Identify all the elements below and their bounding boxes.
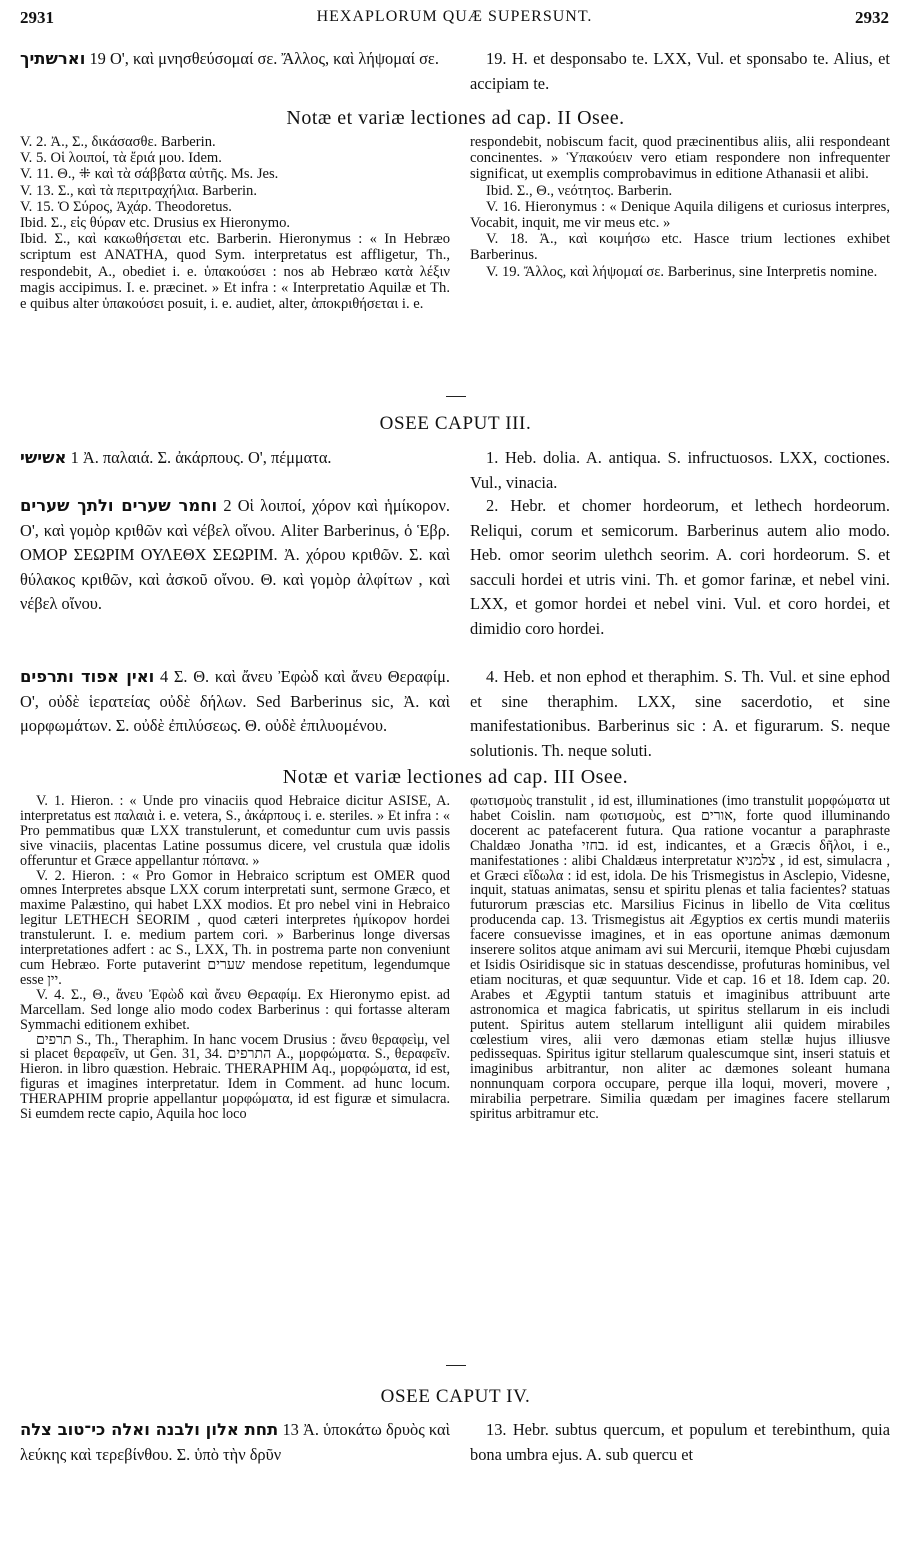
top-entry-right [470, 47, 890, 96]
running-header [20, 8, 889, 32]
note-line: V. 5. Οἱ λοιποί, τὰ ἔριά μου. Idem. [20, 150, 222, 167]
notes-ii-right [470, 134, 890, 280]
hebrew-lemma: ואין אפוד ותרפים [20, 667, 155, 686]
latin-entry: 19. H. et desponsabo te. LXX, Vul. et sponsabo te. Alius, et accipiam te. [470, 49, 890, 93]
latin-entry: 2. Hebr. et chomer hordeorum, et lethech hordeorum. Reliqui, corum et semicorum. Barberinus autem alio modo. Heb. omor seorim ulethch seorim. A. cori hordeorum. S. et sacculi hordei et utris vini. Th. et gomor farinæ, et nebel vini. LXX, et gomor hordei et nebel vini. Vul. et coro hordei, et dimidio coro hordei. [470, 496, 890, 638]
caput-iv-entry-right [470, 1418, 890, 1467]
hebrew-lemma: תחת אלון ולבנה ואלה כי־טוב צלה [20, 1420, 279, 1439]
note-line: V. 2. Ἀ., Σ., δικάσασθε. Barberin. [20, 134, 216, 150]
page-number-right: 2932 [855, 8, 889, 27]
caput-iii-entry-1-right [470, 446, 890, 495]
note-paragraph: תרפים S., Th., Theraphim. In hanc vocem Drusius : ἄνευ θεραφεὶμ, vel si placet θεραφεῖν, ut Gen. 31, 34. התרפים A., μορφώματα. S., θεραφεῖν. Hieron. in libro quæstion. Hebraic. THERAPHIM Aq., μορφώματα, id est, figuras et imagines interpretatur. Idem in Comment. ad hunc locum. THERAPHIM proprie appellantur μορφώματα, id est figuræ et simulacra. Si eumdem recte capio, Aquila hoc loco [20, 1031, 450, 1122]
latin-entry: 13. Hebr. subtus quercum, et populum et terebinthum, quia bona umbra ejus. A. sub quercu et [470, 1420, 890, 1464]
notes-ii-left [20, 134, 450, 312]
greek-entry: 1 Ἀ. παλαιά. Σ. ἀκάρπους. Ο', πέμματα. [70, 448, 332, 467]
latin-entry: 1. Heb. dolia. A. antiqua. S. infructuosos. LXX, coctiones. Vul., vinacia. [470, 448, 890, 492]
caput-iii-entry-4-left [20, 665, 450, 739]
caput-iii-entry-2-right [470, 494, 890, 641]
latin-entry: 4. Heb. et non ephod et theraphim. S. Th. Vul. et sine ephod et sine theraphim. LXX, sine sacerdotio, et sine manifestationibus. Barberinus sic : A. et figurarum. S. neque solutionis. Th. neque soluti. [470, 667, 890, 760]
note-line: V. 11. Θ., ⁜ καὶ τὰ σάββατα αὐτῆς. Ms. Jes. [20, 166, 279, 183]
page-number-left: 2931 [20, 8, 54, 27]
note-paragraph: V. 2. Hieron. : « Pro Gomor in Hebraico scriptum est OMER quod omnes Interpretes absque LXX corum interpretati sunt, sermone Græco, et maxime Palæstino, qui habet LXX modios. Et pro nebel vini in Hebraico legitur LETHECH SEORIM , quod cæteri interpretes ἡμίκορον hordei transtulerunt. I. e. medium partem cori. » Barberinus longe diversas interpretationes adfert : ac S., LXX, Th. in postrema parte non conveniunt cum Hebræo. Forte putaverint שערים mendose repetitum, legendumque esse יין. [20, 867, 450, 988]
top-entry-left [20, 47, 450, 72]
greek-entry: 13 Ἀ. ὑποκάτω δρυὸς καὶ λεύκης καὶ τερεβίνθου. Σ. ὑπὸ τὴν δρῦν [20, 1420, 450, 1464]
notes-iii-right [470, 794, 890, 1122]
section-divider [446, 396, 466, 397]
running-title: HEXAPLORUM QUÆ SUPERSUNT. [316, 8, 593, 25]
caput-iii-entry-1-left [20, 446, 450, 471]
note-paragraph: V. 1. Hieron. : « Unde pro vinaciis quod Hebraice dicitur ASISE, A. interpretatus est παλαιὰ i. e. vetera, S., ἀκάρπους i. e. steriles. » Et infra : « Pro pemmatibus quæ LXX transtulerunt, et comeduntur cum uvis passis sive vinaciis, placentas Latine possumus dicere, vel crustula quæ idolis offeruntur et Græce appellantur πόπανα. » [20, 794, 450, 869]
hebrew-lemma: אשישי [20, 448, 67, 467]
note-line: respondebit, nobiscum facit, quod præcinentibus aliis, alii respondeant concinentes. » Ὑπακούειν vero etiam respondere non infrequenter significat, ut exemplis comprobavimus in editione Athanasii et alibi. [470, 134, 890, 183]
note-paragraph: φωτισμοὺς transtulit , id est, illuminationes (imo transtulit μορφώματα ut habet Coislin. nam φωτισμοὺς, est אורים, forte quod illuminando docerent ac patefacerent futura. Qua ratione vocantur a paraphraste Chaldæo Jonatha בחזי. id est, indicantes, et a Græcis δῆλοι, i e., manifestationes : alibi Chaldæus interpretatur צלמניא , id est, simulacra , et Græci εἴδωλα : id est, idola. De his Trismegistus in Asclepio, Videsne, inquit, statuas animatas, sensu et spiritu plenas et talia facientes? statuas futurorum præscias etc. Marsilius Ficinus in libello de Vita cœlitus producenda cap. 13. Trismegistus ait Ægyptios ex certis mundi materiis facere consuevisse imagines, et in eas oportune animas dæmonum inserere solitos atque animam avi sui Mercurii, itemque Phœbi cujusdam et Isidis Osiridisque sic in statuas descendisse, profuturas hominibus, vel etiam nocituras, et quæ sequuntur. Vide et cap. 16 et 18. Idem cap. 20. Arabes et Ægyptii tantum statuis et imaginibus attribuunt arte astronomica et magica fabricatis, ut spiritus stellarum in eis includi putent. Spiritus autem stellarum intelligunt alii quidem mirabiles cœlestium vires, alii vero dæmonas etiam stellæ hujus illiusve pedissequas. Spiritus igitur stellarum qualescumque sint, inseri statuis et imaginibus arbitrantur, non aliter ac dæmones soleant humana nonnunquam corpora occupare, perque illa loqui, moveri, movere , mirabilia perpetrare. Similia quædam per imagines facere stellarum spiritus arbitramur etc. [470, 794, 890, 1122]
hebrew-lemma: וחמר שערים ולתך שערים [20, 496, 218, 515]
note-line: V. 15. Ὁ Σύρος, Ἀχάρ. Theodoretus. [20, 198, 232, 215]
greek-entry: 19 Ο', καὶ μνησθεύσομαί σε. Ἄλλος, καὶ λήψομαί σε. [89, 49, 439, 68]
greek-entry: 4 Σ. Θ. καὶ ἄνευ Ἐφὼδ καὶ ἄνευ Θεραφίμ. Ο', οὐδὲ ἱερατείας οὐδὲ δήλων. Sed Barberinus sic, Ἀ. καὶ μορφωμάτων. Σ. οὐδὲ ἐπιλύσεως. Θ. οὐδὲ ἐπιλυομένου. [20, 667, 450, 735]
note-line: Ibid. Σ., Θ., νεότητος. Barberin. [486, 182, 673, 199]
hebrew-lemma: וארשתיך [20, 49, 86, 68]
notes-iii-heading: Notæ et variæ lectiones ad cap. III Osee. [282, 766, 629, 788]
caput-iii-heading: OSEE CAPUT III. [379, 413, 532, 434]
caput-iv-heading: OSEE CAPUT IV. [380, 1386, 531, 1407]
note-line: V. 19. Ἄλλος, καὶ λήψομαί σε. Barberinus, sine Interpretis nomine. [486, 263, 878, 280]
note-line: V. 13. Σ., καὶ τὰ περιτραχήλια. Barberin. [20, 182, 257, 199]
note-line: V. 16. Hieronymus : « Denique Aquila diligens et curiosus interpres, Vocabit, inquit, me vir meus etc. » [470, 198, 890, 232]
caput-iv-entry-left [20, 1418, 450, 1467]
caput-iii-entry-2-left [20, 494, 450, 617]
note-line: Ibid. Σ., εἰς θύραν etc. Drusius ex Hieronymo. [20, 215, 291, 232]
notes-iii-left [20, 794, 450, 1122]
section-divider [446, 1365, 466, 1366]
greek-entry: 2 Οἱ λοιποί, χόρον καὶ ἡμίκορον. Ο', καὶ γομὸρ κριθῶν καὶ νέβελ οἴνου. Aliter Barberinus, ὁ Ἑβρ. ΟΜΟΡ ΣΕΩΡΙΜ ΟΥΛΕΘΧ ΣΕΩΡΙΜ. Ἀ. χόρου κριθῶν. Σ. καὶ θύλακος κριθῶν, καὶ ἀσκοῦ οἴνου. Θ. καὶ γομὸρ ἀλφίτων , καὶ νέβελ οἴνου. [20, 496, 450, 613]
note-line: Ibid. Σ., καὶ κακωθήσεται etc. Barberin. Hieronymus : « In Hebræo scriptum est ANATHA, quod Sym. interpretatus est affligetur, Th., respondebit, A., obediet i. e. ὑπακούσει : nos ab Hebræo κατὰ λέξιν magis accipimus. I. e. præcinet. » Et infra : « Interpretatio Aquilæ et Th. e quibus alter ὑπακούσει posuit, i. e. audiet, alter, ἀποκριθήσεται i. e. [20, 231, 450, 313]
note-paragraph: V. 4. Σ., Θ., ἄνευ Ἐφὼδ καὶ ἄνευ Θεραφίμ. Ex Hieronymo epist. ad Marcellam. Sed longe alio modo codex Barberinus : qui fortasse alteram Symmachi editionem exhibet. [20, 986, 450, 1033]
note-line: V. 18. Ἀ., καὶ κοιμήσω etc. Hasce trium lectiones exhibet Barberinus. [470, 231, 890, 264]
caput-iii-entry-4-right [470, 665, 890, 763]
notes-ii-heading: Notæ et variæ lectiones ad cap. II Osee. [286, 107, 625, 129]
